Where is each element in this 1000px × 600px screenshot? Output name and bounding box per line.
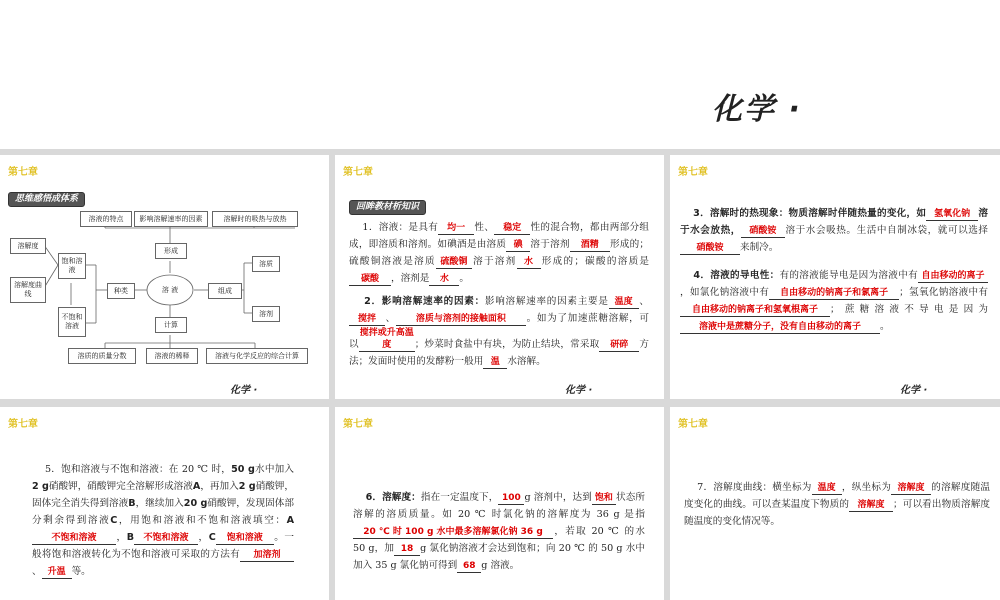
concept-box: 溶液的特点	[80, 211, 132, 227]
concept-box: 计算	[155, 317, 187, 333]
paragraph-5: 5．饱和溶液与不饱和溶液：在 20 ℃ 时，50 g水中加入2 g硝酸钾，硝酸钾完全溶解形成溶液A，再加入2 g硝酸钾，固体完全消失得到溶液B，继续加入20 g硝酸钾，发现固体部分剩余得到溶液C，用饱和溶液和不饱和溶液填空：A不饱和溶液 ，B 不饱和溶液 ，C 饱和溶液 。一般将饱和溶液转化为不饱和溶液可采取的方法有 加溶剂、 升温 等。	[32, 464, 295, 577]
page-title: 化学 ·	[712, 92, 802, 127]
chapter-label: 第七章	[678, 419, 708, 430]
concept-center: 溶 液	[161, 285, 179, 294]
slide-2[interactable]	[335, 155, 664, 399]
concept-box: 溶质	[252, 256, 280, 272]
slide-footer: 化学 ·	[900, 385, 928, 396]
chapter-label: 第七章	[8, 419, 38, 430]
chapter-label: 第七章	[678, 167, 708, 178]
chapter-label: 第七章	[343, 419, 373, 430]
slide-footer: 化学 ·	[565, 385, 593, 396]
paragraph-2: 2．影响溶解速率的因素：影响溶解速率的因素主要是 温度 、搅拌 、 溶质与溶剂的接触面积 。如为了加速蔗糖溶解，可以搅拌或升高温度 ；炒菜时食盐中有块，为防止结块，常采取 研碎 方法；发面时使用的发酵粉一般用 温 水溶解。	[349, 296, 650, 367]
concept-box: 溶质的质量分数	[68, 348, 136, 364]
concept-box: 影响溶解速率的因素	[134, 211, 208, 227]
concept-box: 种类	[107, 283, 135, 299]
paragraph-4: 4．溶液的导电性：有的溶液能导电是因为溶液中有 自由移动的离子，如氯化钠溶液中有 自由移动的钠离子和氯离子 ；氢氧化钠溶液中有自由移动的钠离子和氢氧根离子 ；蔗糖溶液不导电是因为溶液中是蔗糖分子，没有自由移动的离子 。	[680, 270, 988, 332]
section-tag: 回眸教材析知识	[349, 200, 426, 215]
paragraph-7: 7．溶解度曲线：横坐标为 温度 ，纵坐标为 溶解度 的溶解度随温度变化的曲线。可以查某温度下物质的 溶解度 ；可以看出物质溶解度随温度的变化情况等。	[684, 482, 991, 527]
chapter-label: 第七章	[8, 167, 38, 178]
concept-box: 溶剂	[252, 306, 280, 322]
chapter-label: 第七章	[343, 167, 373, 178]
slide-4[interactable]	[0, 407, 329, 600]
slide-6[interactable]	[670, 407, 1000, 600]
paragraph-6: 6．溶解度：指在一定温度下， 100 g 溶剂中，达到 饱和 状态所溶解的溶质质量。如 20 ℃ 时氯化钠的溶解度为 36 g 是指20 ℃ 时 100 g 水中最多溶解氯化钠 36 g ，若取 20 ℃ 的水 50 g，加 18 g 氯化钠溶液才会达到饱和；向 20 ℃ 的 50 g 水中加入 35 g 氯化钠可得到 68 g 溶液。	[353, 492, 646, 571]
paragraph-1: 1．溶液：是具有 均一 性、 稳定 性的混合物，都由两部分组成，即溶质和溶剂。如碘酒是由溶质 碘 溶于溶剂 酒精 形成的；硫酸铜溶液是溶质 硫酸铜 溶于溶剂 水 形成的；碳酸的溶质是碳酸 ，溶剂是 水 。	[349, 222, 650, 284]
slide-3[interactable]	[670, 155, 1000, 399]
slide-footer: 化学 ·	[230, 385, 258, 396]
concept-box: 溶解度	[10, 238, 46, 254]
concept-box: 组成	[208, 283, 242, 299]
concept-box: 溶液的稀释	[146, 348, 198, 364]
concept-box: 形成	[155, 243, 187, 259]
slide-1[interactable]	[0, 155, 329, 399]
section-tag: 思维感悟成体系	[8, 192, 85, 207]
concept-box: 溶解时的吸热与放热	[212, 211, 298, 227]
concept-box: 溶解度曲线	[10, 277, 46, 303]
slide-5[interactable]	[335, 407, 664, 600]
concept-box: 饱和溶液	[58, 253, 86, 279]
concept-box: 不饱和溶液	[58, 307, 86, 337]
paragraph-3: 3．溶解时的热现象：物质溶解时伴随热量的变化，如 氢氧化钠 溶于水会放热， 硝酸铵 溶于水会吸热。生活中自制冰袋，就可以选择硝酸铵 来制冷。	[680, 208, 989, 253]
concept-box: 溶液与化学反应的综合计算	[206, 348, 308, 364]
